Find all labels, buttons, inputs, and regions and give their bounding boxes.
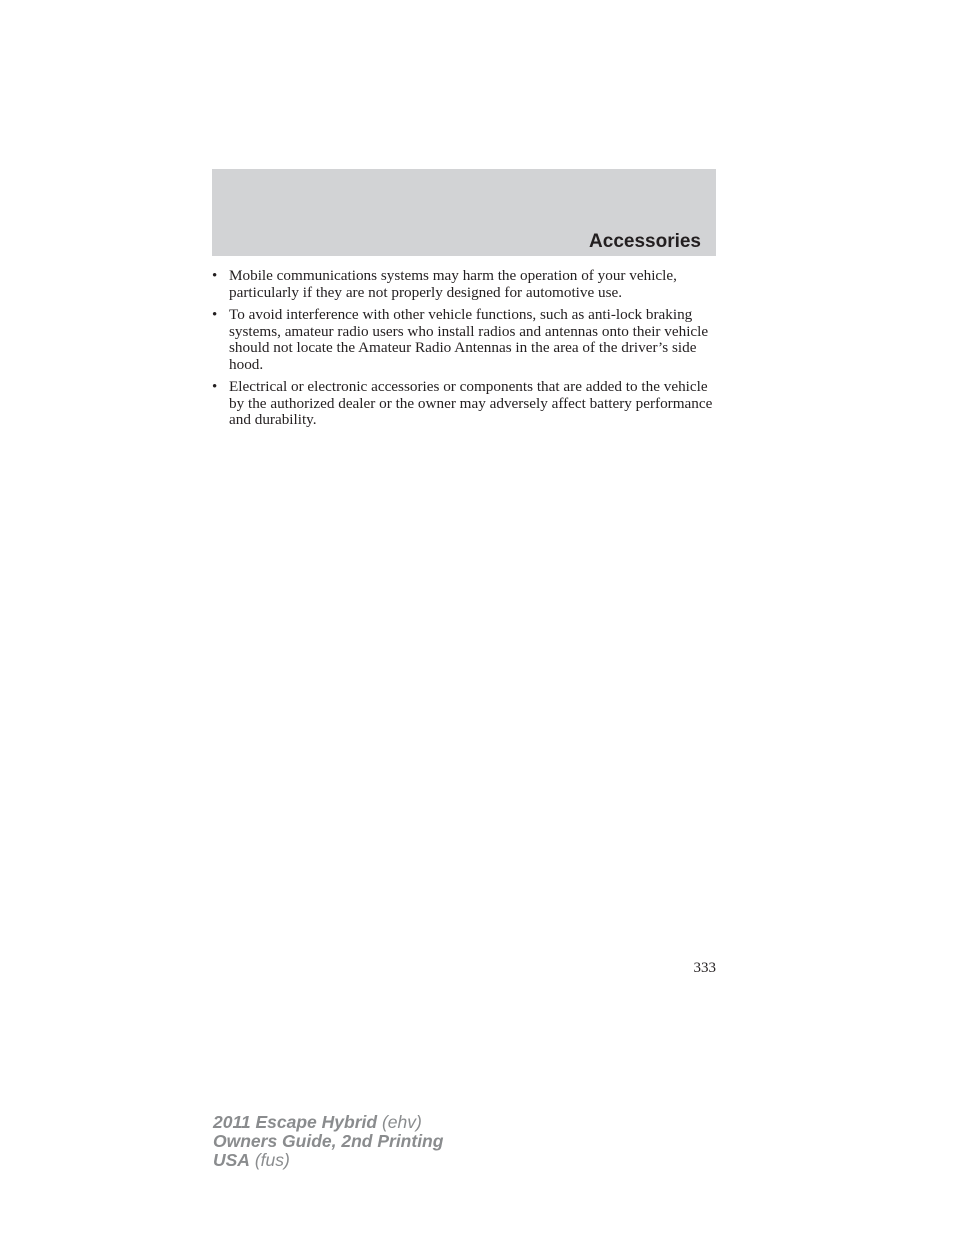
footer-line-guide [213,1132,443,1151]
bullet-item-2 [212,307,718,373]
footer-market-code: (fus) [249,1150,290,1170]
bullet-list [212,268,718,435]
section-title: Accessories [589,231,701,252]
bullet-text: Electrical or electronic accessories or components that are added to the vehicle by the authorized dealer or the owner may adversely affect battery performance and durability. [229,378,713,428]
bullet-text: To avoid interference with other vehicle functions, such as anti-lock braking systems, amateur radio users who install radios and antennas onto their vehicle should not locate the Amateur Radio Antennas in the area of the driver’s side hood. [229,306,709,373]
footer-model: 2011 Escape Hybrid [213,1112,378,1132]
bullet-item-1 [212,268,718,301]
page-number: 333 [693,960,716,976]
footer-line-model [213,1113,443,1132]
bullet-text: Mobile communications systems may harm the operation of your vehicle, particularly if they are not properly designed for automotive use. [229,267,677,301]
bullet-icon: • [212,268,218,284]
bullet-icon: • [212,379,218,395]
footer-market: USA [213,1150,250,1170]
bullet-icon: • [212,307,218,323]
footer-line-market [213,1151,443,1170]
bullet-item-3 [212,379,718,429]
footer-model-code: (ehv) [377,1112,422,1132]
section-header-band [212,169,716,256]
footer-guide: Owners Guide, 2nd Printing [213,1131,444,1151]
footer [213,1113,443,1170]
